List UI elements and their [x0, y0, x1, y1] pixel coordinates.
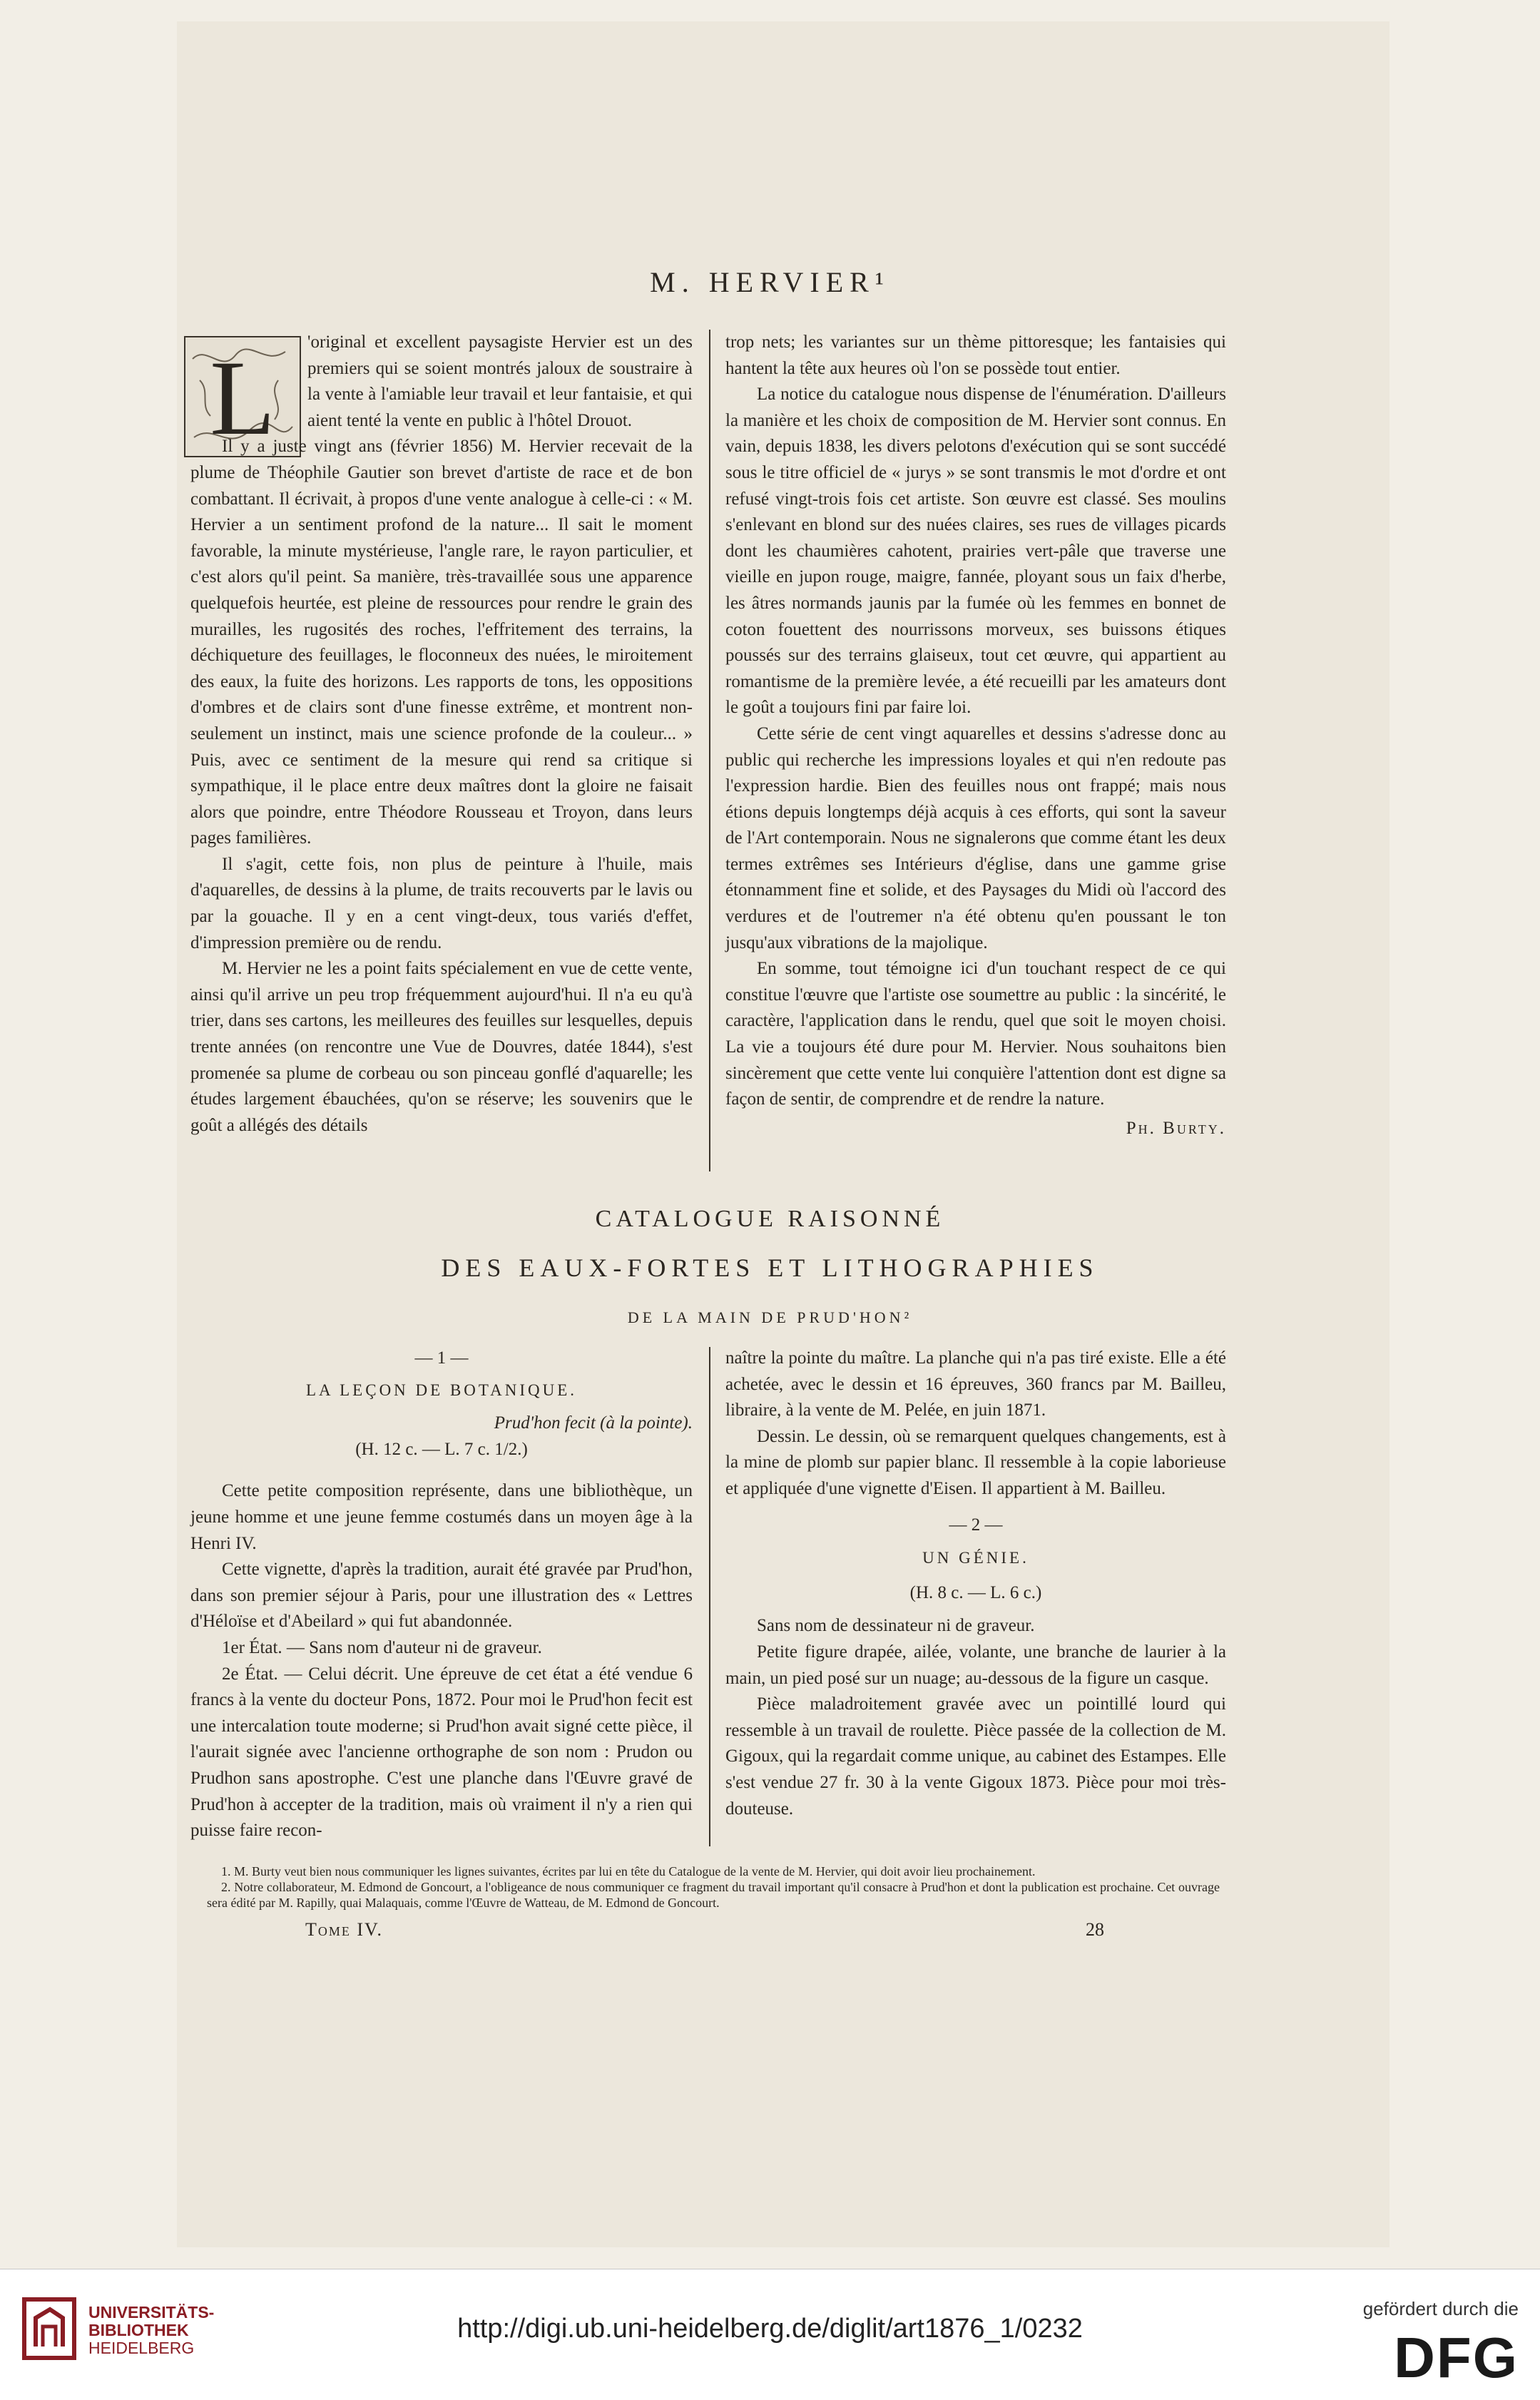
article-paragraph: Il s'agit, cette fois, non plus de peinture à l'huile, mais d'aquarelles, de dessins à la plume, de traits recouverts par le lavis ou par la gouache. Il y en a cent vingt-deux, tous variés d'effet, d'impression première ou de rendu.: [190, 854, 693, 952]
catalogue-paragraph: Cette vignette, d'après la tradition, aurait été gravée par Prud'hon, dans son premier séjour à Paris, pour une illustration des « Lettres d'Héloïse et d'Abeilard » qui fut abandonnée.: [190, 1560, 693, 1632]
catalogue-attribution: DE LA MAIN DE PRUD'HON²: [627, 1308, 913, 1326]
article-left-column: [190, 330, 693, 1139]
column-divider: [709, 1347, 710, 1846]
catalogue-heading: CATALOGUE RAISONNÉ: [595, 1206, 945, 1232]
catalogue-right-column: [725, 1346, 1226, 1822]
item-signature: Prud'hon fecit (à la pointe).: [494, 1413, 693, 1433]
article-paragraph: M. Hervier ne les a point faits spécialement en vue de cette vente, ainsi qu'il arrive un peu trop fréquemment aujourd'hui. Il n'a eu qu'à trier, dans ses cartons, les meilleures des feuilles sur lesquelles, depuis trente années (on rencontre une Vue de Douvres, datée 1844), s'est promenée sa plume de corbeau ou son pinceau gonflé d'aquarelle; les études largement ébauchées, qu'on se réserve; les souvenirs que le goût a allégés des détails: [190, 959, 693, 1135]
article-paragraph: trop nets; les variantes sur un thème pittoresque; les fantaisies qui hantent la tête aux heures où l'on se possède tout entier.: [725, 332, 1226, 378]
catalogue-left-column: [190, 1346, 693, 1844]
catalogue-paragraph: Cette petite composition représente, dans une bibliothèque, un jeune homme et une jeune femme costumés dans un moyen âge à la Henri IV.: [190, 1481, 693, 1553]
funding-caption: gefördert durch die: [1362, 2298, 1519, 2319]
catalogue-paragraph: Pièce maladroitement gravée avec un pointillé lourd qui ressemble à un travail de roulette. Pièce passée de la collection de M. Gigoux, qui la regardait comme unique, au cabinet des Estampes. Elle s'est vendue 27 fr. 30 à la vente Gigoux 1873. Pièce pour moi très-douteuse.: [725, 1694, 1226, 1819]
article-paragraph: 'original et excellent paysagiste Hervier est un des premiers qui se soient montrés jaloux de soustraire à la vente à l'amiable leur travail et leur fantaisie, et qui aient tenté la vente en public à l'hôtel Drouot.: [307, 332, 693, 430]
initial-letter: L: [210, 339, 275, 457]
catalogue-paragraph: naître la pointe du maître. La planche qui n'a pas tiré existe. Elle a été achetée, avec le dessin et 16 épreuves, 360 francs par M. Bailleu, libraire, à la vente de M. Pelée, en juin 1871.: [725, 1348, 1226, 1420]
page-number: 28: [1086, 1919, 1104, 1940]
footnote: 2. Notre collaborateur, M. Edmond de Goncourt, a l'obligeance de nous communiquer ce fragment du travail important qu'il consacre à Prud'hon et dont la publication est prochaine. Cet ouvrage sera édité par M. Rapilly, quai Malaquais, comme l'Œuvre de Watteau, de M. Edmond de Goncourt.: [207, 1880, 1220, 1910]
item-dimensions: (H. 12 c. — L. 7 c. 1/2.): [355, 1439, 528, 1459]
item-number: — 2 —: [949, 1515, 1003, 1535]
volume-label: Tome IV.: [305, 1919, 383, 1940]
article-paragraph: En somme, tout témoigne ici d'un touchant respect de ce qui constitue l'œuvre que l'artiste ose soumettre au public : la sincérité, le caractère, l'application dans le rendu, quel que soit le moyen choisi. La vie a toujours été dure pour M. Hervier. Nous souhaitons bien sincèrement que cette vente lui conquière l'attention dont est digne sa façon de sentir, de comprendre et de rendre la nature.: [725, 959, 1226, 1109]
catalogue-paragraph: 1er État. — Sans nom d'auteur ni de graveur.: [222, 1637, 542, 1657]
item-dimensions: (H. 8 c. — L. 6 c.): [909, 1582, 1042, 1602]
library-line: UNIVERSITÄTS-: [88, 2303, 215, 2322]
item-number: — 1 —: [414, 1348, 469, 1368]
permalink-url[interactable]: http://digi.ub.uni-heidelberg.de/diglit/art1876_1/0232: [457, 2314, 1083, 2344]
item-title: LA LEÇON DE BOTANIQUE.: [305, 1380, 577, 1399]
article-paragraph: La notice du catalogue nous dispense de l'énumération. D'ailleurs la manière et les choix de composition de M. Hervier sont connus. En vain, depuis 1838, les divers pelotons d'exécution qui se sont succédé sous le titre officiel de « jurys » se sont transmis le mot d'ordre et ont refusé vingt-trois fois cet artiste. Son œuvre est classé. Ses moulins s'enlevant en blond sur des nuées claires, ses rues de villages picards dont les chaumières cahotent, prairies vert-pâle que traverse une vieille en jupon rouge, maigre, fannée, ployant sous un faix d'herbe, les âtres normands jaunis par la fumée où les femmes en bonnet de coton fouettent des nourrissons morveux, ses buissons étiques poussés sur des terrains glaiseux, tout cet œuvre, qui appartient au romantisme de la première levée, a été recueilli par les amateurs dont le goût a toujours fini par faire loi.: [725, 385, 1226, 718]
article-title: M. HERVIER¹: [650, 266, 890, 298]
article-signature: Ph. Burty.: [1126, 1118, 1226, 1138]
catalogue-subheading: DES EAUX-FORTES ET LITHOGRAPHIES: [441, 1254, 1099, 1282]
footnotes: [207, 1863, 1220, 1911]
digitization-footer: [0, 2269, 1540, 2400]
item-title: UN GÉNIE.: [922, 1549, 1029, 1567]
footnote: 1. M. Burty veut bien nous communiquer les lignes suivantes, écrites par lui en tête du Catalogue de la vente de M. Hervier, qui doit avoir lieu prochainement.: [221, 1864, 1036, 1878]
library-line: HEIDELBERG: [88, 2339, 195, 2357]
article-paragraph: Cette série de cent vingt aquarelles et dessins s'adresse donc au public qui recherche les impressions loyales et qui n'en redoute pas l'expression hardie. Bien des feuilles nous ont frappé; mais nous étions depuis longtemps déjà acquis à ces efforts, qui sont la saveur de l'Art contemporain. Nous ne signalerons que comme étant les deux termes extrêmes ses Intérieurs d'église, dans une gamme grise étonnamment fine et solide, et des Paysages du Midi où l'accord des verdures et de l'outremer n'a été obtenu qu'en poussant le ton jusqu'aux vibrations de la majolique.: [725, 723, 1226, 952]
catalogue-paragraph: 2e État. — Celui décrit. Une épreuve de cet état a été vendue 6 francs à la vente du docteur Pons, 1872. Pour moi le Prud'hon fecit est une intercalation toute moderne; si Prud'hon avait signé cette pièce, il l'aurait signée avec l'ancienne orthographe de son nom : Prudon ou Prudhon sans apostrophe. C'est une planche dans l'Œuvre gravé de Prud'hon à accepter de la tradition, mais où vraiment il n'y a rien qui puisse faire recon-: [190, 1664, 693, 1841]
catalogue-paragraph: Dessin. Le dessin, où se remarquent quelques changements, est à la mine de plomb sur papier blanc. Il ressemble à la copie laborieuse et appliquée d'une vignette d'Eisen. Il appartient à M. Bailleu.: [725, 1426, 1226, 1498]
library-line: BIBLIOTHEK: [88, 2321, 189, 2339]
catalogue-paragraph: Petite figure drapée, ailée, volante, une branche de laurier à la main, un pied posé sur un nuage; au-dessous de la figure un casque.: [725, 1642, 1226, 1688]
catalogue-paragraph: Sans nom de dessinateur ni de graveur.: [757, 1616, 1035, 1636]
article-paragraph: Il y a juste vingt ans (février 1856) M. Hervier recevait de la plume de Théophile Gautier son brevet d'artiste de race et de bon combattant. Il écrivait, à propos d'une vente analogue à celle-ci : « M. Hervier a un sentiment profond de la nature... Il sait le moment favorable, la minute mystérieuse, l'angle rare, le rayon particulier, et c'est alors qu'il peint. Sa manière, très-travaillée sous une apparence quelquefois heurtée, est pleine de ressources pour rendre le grain des murailles, les rugosités des roches, l'effritement des terrains, la déchiqueture des feuillages, le floconneux des nuées, le miroitement des eaux, la fuite des horizons. Les rapports de tons, les oppositions d'ombres et de clairs sont d'une finesse extrême, et montrent non-seulement un instinct, mais une science profonde de la couleur... » Puis, avec ce sentiment de la mesure qui rend sa critique si sympathique, il le place entre deux maîtres dont la gloire ne faisait alors que poindre, entre Théodore Rousseau et Troyon, dans leurs pages familières.: [190, 437, 693, 848]
article-right-column: [725, 330, 1226, 1141]
column-divider: [709, 330, 710, 1171]
dfg-logo[interactable]: DFG: [1394, 2326, 1519, 2389]
